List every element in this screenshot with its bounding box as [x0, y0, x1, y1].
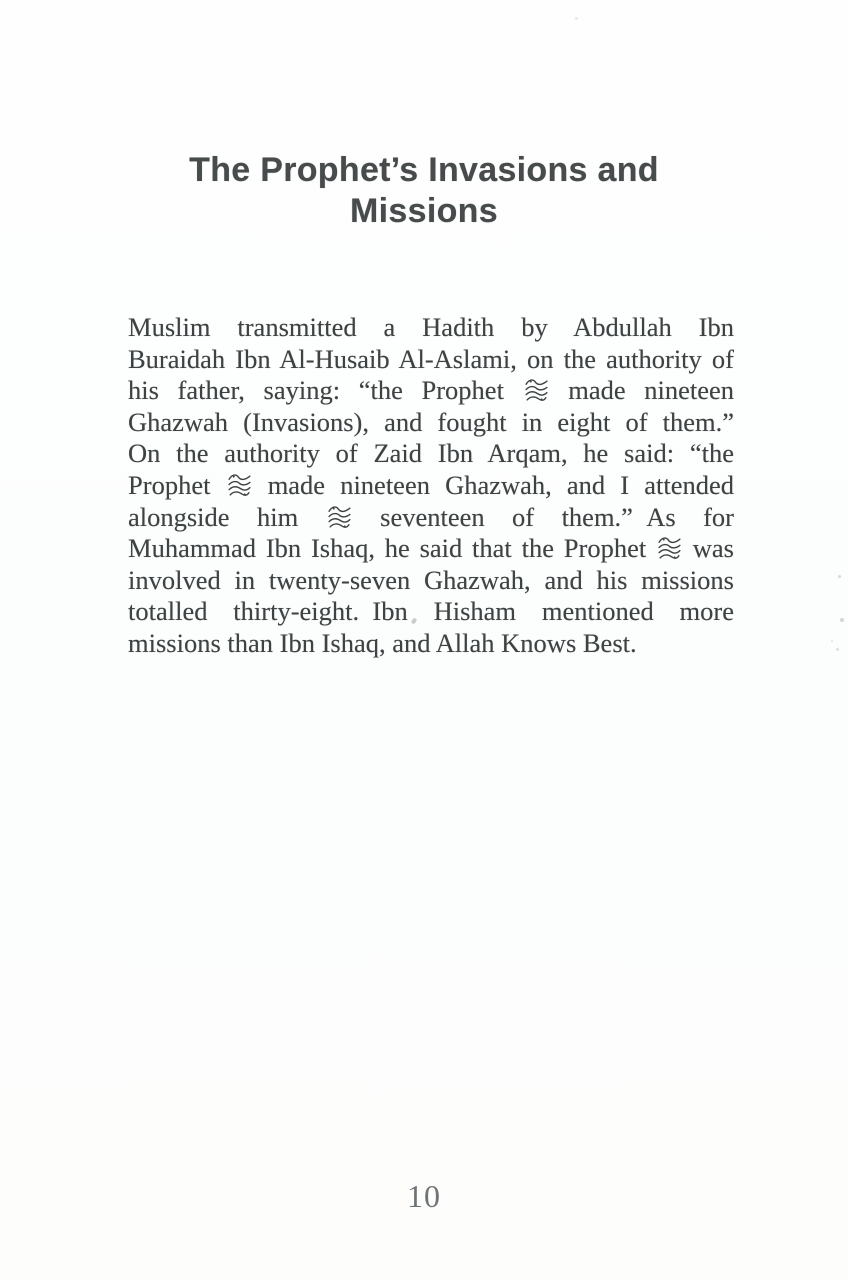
- sallallahu-alayhi-wa-sallam-calligraphy-icon: [327, 504, 352, 531]
- scan-speck: [840, 618, 844, 622]
- scan-speck: [836, 648, 839, 651]
- scan-speck: [838, 575, 841, 578]
- sallallahu-alayhi-wa-sallam-calligraphy-icon: [524, 377, 549, 404]
- paragraph-line: On the authority of Zaid Ibn Arqam, he said: “the: [128, 438, 734, 469]
- paragraph-line: Ghazwah (Invasions), and fought in eight of them.”: [128, 406, 734, 437]
- paragraph-line: Muhammad Ibn Ishaq, he said that the Prophet was: [128, 533, 734, 564]
- paragraph-line: Prophet made nineteen Ghazwah, and I attended: [128, 469, 734, 500]
- page-number: 10: [407, 1178, 441, 1214]
- scan-speck: [831, 640, 833, 642]
- scan-speck: [575, 17, 578, 20]
- paragraph-line: alongside him seventeen of them.” As for: [128, 501, 734, 532]
- body-paragraph: [128, 312, 734, 660]
- chapter-title: [0, 150, 848, 232]
- chapter-title-line-1: The Prophet’s Invasions and: [189, 151, 659, 189]
- sallallahu-alayhi-wa-sallam-calligraphy-icon: [657, 535, 682, 562]
- chapter-title-line-2: Missions: [350, 192, 498, 230]
- paragraph-line: involved in twenty-seven Ghazwah, and his missions: [128, 564, 734, 595]
- paragraph-line: totalled thirty-eight. Ibn Hisham mentioned more: [128, 596, 734, 627]
- paragraph-line: Muslim transmitted a Hadith by Abdullah Ibn: [128, 312, 734, 342]
- paragraph-line: his father, saying: “the Prophet made nineteen: [128, 375, 734, 406]
- sallallahu-alayhi-wa-sallam-calligraphy-icon: [227, 472, 252, 499]
- paragraph-line: missions than Ibn Ishaq, and Allah Knows Best.: [128, 627, 637, 658]
- paragraph-line: Buraidah Ibn Al-Husaib Al-Aslami, on the authority of: [128, 343, 734, 374]
